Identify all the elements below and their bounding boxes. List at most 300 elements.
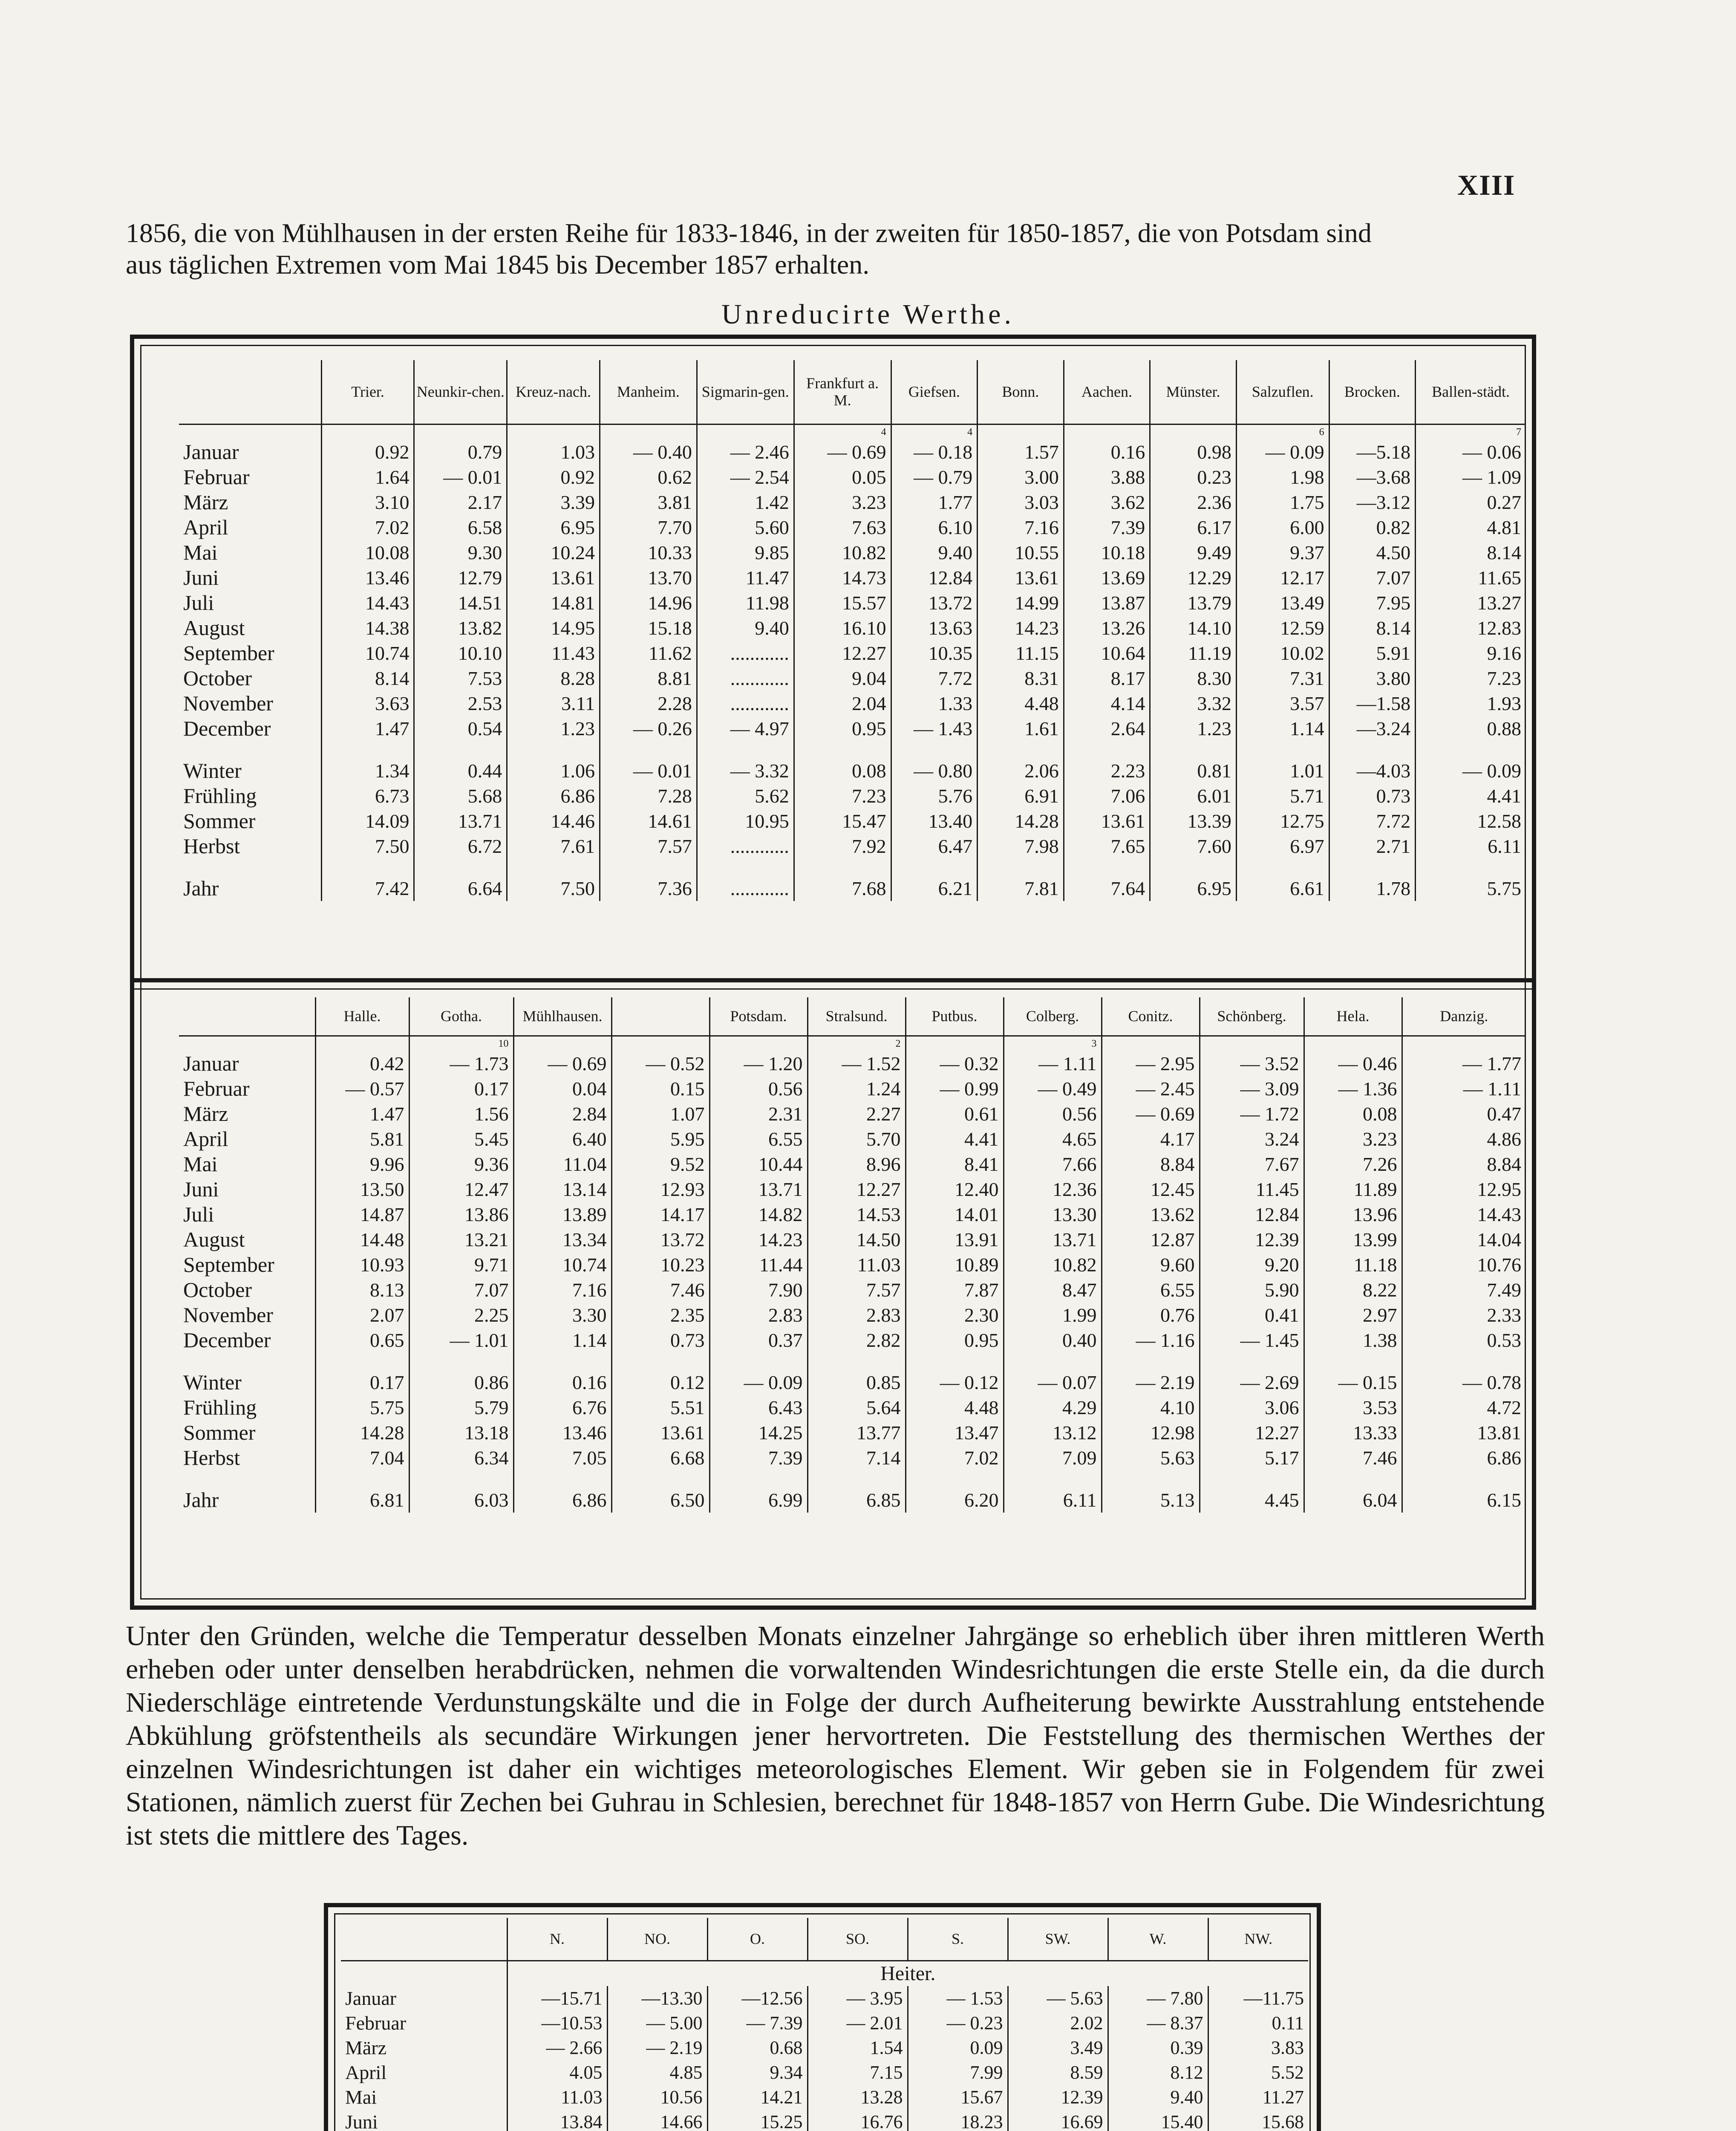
table-cell: 4.48 — [905, 1395, 1004, 1420]
table-cell: 10.56 — [607, 2085, 707, 2110]
table-cell: 3.88 — [1064, 465, 1150, 490]
table-row — [341, 2036, 1308, 2060]
header-blank — [341, 1918, 507, 1961]
table-cell: 5.60 — [697, 515, 794, 540]
column-header: Gotha. — [409, 997, 513, 1036]
table-cell: 3.63 — [321, 691, 414, 716]
table-cell: 7.02 — [321, 515, 414, 540]
table-cell: 6.91 — [978, 783, 1064, 809]
table-cell: 10.35 — [891, 641, 978, 666]
table-cell: 8.14 — [321, 666, 414, 691]
spacer-cell — [507, 741, 600, 758]
table-cell: 3.00 — [978, 465, 1064, 490]
table-cell: 3.03 — [978, 490, 1064, 515]
table-cell: 4.05 — [507, 2060, 607, 2085]
table-cell: 7.72 — [891, 666, 978, 691]
table-cell: 0.08 — [794, 758, 891, 783]
table-cell: 3.06 — [1200, 1395, 1304, 1420]
table-cell: 0.85 — [807, 1370, 905, 1395]
table-cell: 13.40 — [891, 809, 978, 834]
table-row — [179, 834, 1525, 859]
column-header: Halle. — [315, 997, 409, 1036]
table-cell: 10.64 — [1064, 641, 1150, 666]
spacer-cell — [978, 859, 1064, 876]
table-cell: 14.43 — [1402, 1202, 1525, 1227]
table-cell: 2.83 — [709, 1302, 807, 1328]
table-cell: 14.96 — [600, 590, 697, 615]
table-cell: 5.17 — [1200, 1445, 1304, 1470]
table-cell: 15.25 — [707, 2110, 807, 2131]
table-cell: 2.53 — [414, 691, 507, 716]
table-cell: 12.39 — [1008, 2085, 1108, 2110]
column-header: Münster. — [1150, 360, 1237, 424]
table-cell: 15.68 — [1208, 2110, 1308, 2131]
table-cell: 0.16 — [513, 1370, 611, 1395]
table-cell: 2.17 — [414, 490, 507, 515]
table-cell: 14.09 — [321, 809, 414, 834]
table-cell: 3.39 — [507, 490, 600, 515]
table-cell: 0.11 — [1208, 2011, 1308, 2036]
table-cell: 6.34 — [409, 1445, 513, 1470]
table-cell: 9.40 — [697, 615, 794, 641]
table-cell: — 0.26 — [600, 716, 697, 741]
table-title: Unreducirte Werthe. — [721, 299, 1015, 330]
table-cell: ............ — [697, 666, 794, 691]
spacer-cell — [513, 1470, 611, 1487]
table-cell: 0.56 — [1004, 1101, 1102, 1126]
table-cell: 7.09 — [1004, 1445, 1102, 1470]
table-row — [179, 490, 1525, 515]
table-row — [179, 1051, 1525, 1076]
table-cell: 7.02 — [905, 1445, 1004, 1470]
spacer-cell — [1329, 859, 1416, 876]
row-label: April — [183, 515, 228, 539]
spacer-cell — [611, 1470, 709, 1487]
table-cell: 8.13 — [315, 1277, 409, 1302]
table-cell: — 0.80 — [891, 758, 978, 783]
header-blank — [179, 360, 321, 424]
table-cell: 12.40 — [905, 1177, 1004, 1202]
table-cell: 5.45 — [409, 1126, 513, 1152]
table-cell: 6.76 — [513, 1395, 611, 1420]
table-cell: 7.61 — [507, 834, 600, 859]
table-cell: 6.99 — [709, 1487, 807, 1513]
table-row — [179, 1202, 1525, 1227]
table-cell: 0.98 — [1150, 439, 1237, 465]
table-cell: 0.12 — [611, 1370, 709, 1395]
spacer-cell — [905, 1353, 1004, 1370]
spacer-row — [179, 1470, 1525, 1487]
row-label: Mai — [183, 540, 218, 564]
table-cell: 11.04 — [513, 1152, 611, 1177]
table-cell: 7.66 — [1004, 1152, 1102, 1177]
spacer-cell — [179, 741, 321, 758]
row-label: Winter — [183, 1370, 242, 1394]
table-cell: 0.27 — [1416, 490, 1525, 515]
table-cell: 7.95 — [1329, 590, 1416, 615]
table-row — [179, 540, 1525, 565]
table-cell: — 0.79 — [891, 465, 978, 490]
table-cell: 9.20 — [1200, 1252, 1304, 1277]
table-cell: 13.99 — [1304, 1227, 1402, 1252]
table-cell: 4.41 — [1416, 783, 1525, 809]
table-cell: 4.14 — [1064, 691, 1150, 716]
table-cell: 7.46 — [611, 1277, 709, 1302]
table-cell: 2.64 — [1064, 716, 1150, 741]
spacer-cell — [1329, 741, 1416, 758]
spacer-cell — [507, 859, 600, 876]
table-cell: 0.09 — [908, 2036, 1008, 2060]
table-cell: 7.57 — [807, 1277, 905, 1302]
row-label: Januar — [183, 1051, 239, 1075]
table-cell: — 0.09 — [709, 1370, 807, 1395]
table-cell: — 7.80 — [1108, 1986, 1208, 2011]
table-cell: —15.71 — [507, 1986, 607, 2011]
table-cell: 6.47 — [891, 834, 978, 859]
spacer-cell — [1200, 1470, 1304, 1487]
footnote-marker — [1200, 1036, 1304, 1051]
table-cell: 8.47 — [1004, 1277, 1102, 1302]
table-cell: ............ — [697, 876, 794, 901]
table-cell: 14.28 — [978, 809, 1064, 834]
table-cell: 1.64 — [321, 465, 414, 490]
table-cell: — 2.69 — [1200, 1370, 1304, 1395]
column-header: Stralsund. — [807, 997, 905, 1036]
table-cell: — 2.19 — [1102, 1370, 1200, 1395]
spacer-cell — [709, 1470, 807, 1487]
spacer-cell — [1236, 741, 1329, 758]
intro-line-1: 1856, die von Mühlhausen in der ersten Reihe für 1833-1846, in der zweiten für 1850-1857, die von Potsdam sind — [126, 218, 1372, 248]
table-cell: 3.23 — [794, 490, 891, 515]
table-cell: 13.91 — [905, 1227, 1004, 1252]
spacer-cell — [891, 741, 978, 758]
table-cell: 0.05 — [794, 465, 891, 490]
spacer-cell — [697, 741, 794, 758]
spacer-cell — [409, 1470, 513, 1487]
table-cell: 0.62 — [600, 465, 697, 490]
table-cell: 4.85 — [607, 2060, 707, 2085]
table-row — [179, 641, 1525, 666]
table-cell: 11.65 — [1416, 565, 1525, 590]
table-cell: 7.46 — [1304, 1445, 1402, 1470]
header-row — [179, 360, 1525, 424]
spacer-cell — [1200, 1353, 1304, 1370]
table-cell: 8.14 — [1416, 540, 1525, 565]
row-label: April — [183, 1126, 228, 1151]
table-cell: 13.87 — [1064, 590, 1150, 615]
table-cell: 13.89 — [513, 1202, 611, 1227]
table-cell: 0.53 — [1402, 1328, 1525, 1353]
table-cell: — 5.63 — [1008, 1986, 1108, 2011]
table-cell: 5.91 — [1329, 641, 1416, 666]
table-cell: 4.50 — [1329, 540, 1416, 565]
table-cell: 0.47 — [1402, 1101, 1525, 1126]
table-cell: 8.84 — [1402, 1152, 1525, 1177]
table-cell: — 0.09 — [1236, 439, 1329, 465]
table-cell: ............ — [697, 834, 794, 859]
row-label: Frühling — [183, 783, 257, 808]
table-cell: 6.10 — [891, 515, 978, 540]
row-label: Herbst — [183, 1445, 240, 1470]
table-cell: 12.83 — [1416, 615, 1525, 641]
table-cell: 5.68 — [414, 783, 507, 809]
intro-text — [126, 217, 1545, 280]
table-cell: 1.57 — [978, 439, 1064, 465]
table-cell: — 0.69 — [513, 1051, 611, 1076]
table-cell: — 3.32 — [697, 758, 794, 783]
spacer-cell — [1402, 1470, 1525, 1487]
caption-spacer — [341, 1961, 507, 1986]
table-cell: 5.79 — [409, 1395, 513, 1420]
table-cell: 6.73 — [321, 783, 414, 809]
spacer-cell — [315, 1470, 409, 1487]
table-row — [179, 465, 1525, 490]
table-cell: 14.38 — [321, 615, 414, 641]
table-cell: 2.06 — [978, 758, 1064, 783]
table-cell: 5.95 — [611, 1126, 709, 1152]
table-cell: 6.97 — [1236, 834, 1329, 859]
table-row — [179, 1420, 1525, 1445]
table-cell: 6.11 — [1004, 1487, 1102, 1513]
table-cell: 14.43 — [321, 590, 414, 615]
table-cell: 13.30 — [1004, 1202, 1102, 1227]
table-cell: 13.82 — [414, 615, 507, 641]
table-row — [179, 1370, 1525, 1395]
table-cell: 3.49 — [1008, 2036, 1108, 2060]
table-cell: 14.17 — [611, 1202, 709, 1227]
table-cell: 2.36 — [1150, 490, 1237, 515]
table-cell: 0.42 — [315, 1051, 409, 1076]
footnote-marker — [1402, 1036, 1525, 1051]
spacer-cell — [600, 859, 697, 876]
table-cell: 7.49 — [1402, 1277, 1525, 1302]
table-cell: 13.84 — [507, 2110, 607, 2131]
table-cell: 7.16 — [978, 515, 1064, 540]
table-cell: 13.12 — [1004, 1420, 1102, 1445]
table-cell: 4.72 — [1402, 1395, 1525, 1420]
intro-line-2: aus täglichen Extremen vom Mai 1845 bis December 1857 erhalten. — [126, 249, 870, 280]
column-header: O. — [707, 1918, 807, 1961]
table-cell: 7.67 — [1200, 1152, 1304, 1177]
table-cell: 6.55 — [1102, 1277, 1200, 1302]
table-row — [179, 1076, 1525, 1101]
row-label: Jahr — [183, 876, 219, 900]
spacer-cell — [794, 859, 891, 876]
table-cell: — 1.72 — [1200, 1101, 1304, 1126]
table-cell: 14.53 — [807, 1202, 905, 1227]
table-cell: 14.23 — [978, 615, 1064, 641]
table-cell: 7.07 — [409, 1277, 513, 1302]
table-cell: — 0.23 — [908, 2011, 1008, 2036]
table-cell: 9.40 — [1108, 2085, 1208, 2110]
footnote-marker: 3 — [1004, 1036, 1102, 1051]
spacer-cell — [1064, 741, 1150, 758]
table-cell: 12.98 — [1102, 1420, 1200, 1445]
table-cell: — 0.57 — [315, 1076, 409, 1101]
table-row — [179, 1487, 1525, 1513]
table-row — [179, 615, 1525, 641]
table-cell: 1.47 — [321, 716, 414, 741]
table-cell: — 1.43 — [891, 716, 978, 741]
row-label: Februar — [345, 2012, 407, 2034]
table-cell: 7.16 — [513, 1277, 611, 1302]
table-cell: 5.13 — [1102, 1487, 1200, 1513]
table-cell: 5.90 — [1200, 1277, 1304, 1302]
table-cell: 11.03 — [807, 1252, 905, 1277]
table-cell: 7.63 — [794, 515, 891, 540]
table-cell: —10.53 — [507, 2011, 607, 2036]
column-header: Colberg. — [1004, 997, 1102, 1036]
table-cell: ............ — [697, 641, 794, 666]
table-cell: 13.33 — [1304, 1420, 1402, 1445]
table-cell: 6.55 — [709, 1126, 807, 1152]
table-cell: 7.64 — [1064, 876, 1150, 901]
table-cell: 4.29 — [1004, 1395, 1102, 1420]
header-row — [179, 997, 1525, 1036]
table-cell: 11.45 — [1200, 1177, 1304, 1202]
table-cell: 6.03 — [409, 1487, 513, 1513]
table-row — [341, 2110, 1308, 2131]
table-cell: 13.34 — [513, 1227, 611, 1252]
table-cell: 10.44 — [709, 1152, 807, 1177]
footnote-marker: 2 — [807, 1036, 905, 1051]
table-cell: 2.83 — [807, 1302, 905, 1328]
footnote-marker: 10 — [409, 1036, 513, 1051]
table-cell: 13.61 — [978, 565, 1064, 590]
table-wind-directions — [341, 1918, 1308, 2131]
table-cell: 14.50 — [807, 1227, 905, 1252]
caption-row — [341, 1961, 1308, 1986]
table-cell: 13.71 — [709, 1177, 807, 1202]
table-cell: 7.68 — [794, 876, 891, 901]
spacer-cell — [1304, 1470, 1402, 1487]
table-cell: 14.73 — [794, 565, 891, 590]
table-row — [179, 1152, 1525, 1177]
footnote-marker — [611, 1036, 709, 1051]
table-cell: 12.27 — [807, 1177, 905, 1202]
table-cell: 12.29 — [1150, 565, 1237, 590]
table-cell: 10.10 — [414, 641, 507, 666]
table-cell: 8.84 — [1102, 1152, 1200, 1177]
table-row — [179, 716, 1525, 741]
table-cell: 2.33 — [1402, 1302, 1525, 1328]
table-cell: 1.14 — [513, 1328, 611, 1353]
table-cell: 6.86 — [1402, 1445, 1525, 1470]
table-cell: 13.39 — [1150, 809, 1237, 834]
table-cell: 2.04 — [794, 691, 891, 716]
footnote-marker — [600, 424, 697, 439]
table-cell: — 0.01 — [414, 465, 507, 490]
table-cell: 13.47 — [905, 1420, 1004, 1445]
table-cell: — 0.40 — [600, 439, 697, 465]
table-cell: 0.86 — [409, 1370, 513, 1395]
table-cell: 7.15 — [807, 2060, 908, 2085]
table-cell: 0.37 — [709, 1328, 807, 1353]
table-cell: — 1.52 — [807, 1051, 905, 1076]
table-cell: 5.81 — [315, 1126, 409, 1152]
table-row — [179, 666, 1525, 691]
spacer-cell — [978, 741, 1064, 758]
table-cell: 11.03 — [507, 2085, 607, 2110]
table-cell: 11.47 — [697, 565, 794, 590]
table-row — [179, 1277, 1525, 1302]
table-cell: 13.27 — [1416, 590, 1525, 615]
table-cell: — 1.53 — [908, 1986, 1008, 2011]
table-cell: 12.17 — [1236, 565, 1329, 590]
table-divider — [134, 978, 1532, 990]
row-label: Juni — [183, 1177, 219, 1201]
spacer-cell — [807, 1470, 905, 1487]
table-cell: — 3.52 — [1200, 1051, 1304, 1076]
table-cell: 14.95 — [507, 615, 600, 641]
table-cell: 5.76 — [891, 783, 978, 809]
table-cell: 15.18 — [600, 615, 697, 641]
table-cell: 13.62 — [1102, 1202, 1200, 1227]
table-cell: —5.18 — [1329, 439, 1416, 465]
table-cell: — 1.09 — [1416, 465, 1525, 490]
table-cell: 2.84 — [513, 1101, 611, 1126]
table-cell: 7.65 — [1064, 834, 1150, 859]
footnote-marker-row — [179, 1036, 1525, 1051]
table-cell: 16.10 — [794, 615, 891, 641]
table-cell: 9.37 — [1236, 540, 1329, 565]
table-cell: 7.42 — [321, 876, 414, 901]
table-cell: 1.03 — [507, 439, 600, 465]
table-cell: 12.27 — [1200, 1420, 1304, 1445]
table-cell: 14.87 — [315, 1202, 409, 1227]
table-cell: 8.81 — [600, 666, 697, 691]
table-cell: 6.86 — [513, 1487, 611, 1513]
table-cell: 12.84 — [1200, 1202, 1304, 1227]
footnote-marker — [1102, 1036, 1200, 1051]
table-cell: — 2.01 — [807, 2011, 908, 2036]
table-cell: 0.44 — [414, 758, 507, 783]
table-cell: 1.24 — [807, 1076, 905, 1101]
table-cell: 0.95 — [905, 1328, 1004, 1353]
table-cell: 5.62 — [697, 783, 794, 809]
table-cell: 7.50 — [321, 834, 414, 859]
table-cell: — 3.95 — [807, 1986, 908, 2011]
table-cell: 1.14 — [1236, 716, 1329, 741]
table-cell: 1.78 — [1329, 876, 1416, 901]
table-cell: 12.75 — [1236, 809, 1329, 834]
footnote-marker — [697, 424, 794, 439]
table-cell: 7.04 — [315, 1445, 409, 1470]
table-cell: 2.82 — [807, 1328, 905, 1353]
footnote-marker: 6 — [1236, 424, 1329, 439]
spacer-cell — [1004, 1470, 1102, 1487]
table-row — [341, 2011, 1308, 2036]
table-cell: 5.71 — [1236, 783, 1329, 809]
table-cell: 0.92 — [507, 465, 600, 490]
table-cell: 0.56 — [709, 1076, 807, 1101]
spacer-cell — [807, 1353, 905, 1370]
table-cell: — 2.66 — [507, 2036, 607, 2060]
row-label: März — [345, 2036, 387, 2059]
table-cell: 6.20 — [905, 1487, 1004, 1513]
table-cell: — 0.15 — [1304, 1370, 1402, 1395]
table-cell: 1.01 — [1236, 758, 1329, 783]
table-cell: — 0.69 — [794, 439, 891, 465]
table-cell: 13.28 — [807, 2085, 908, 2110]
table-west-stations — [179, 360, 1525, 901]
table-cell: —11.75 — [1208, 1986, 1308, 2011]
table-cell: 7.07 — [1329, 565, 1416, 590]
table-cell: 14.82 — [709, 1202, 807, 1227]
table-cell: 11.15 — [978, 641, 1064, 666]
table-cell: 3.23 — [1304, 1126, 1402, 1152]
table-cell: 1.06 — [507, 758, 600, 783]
